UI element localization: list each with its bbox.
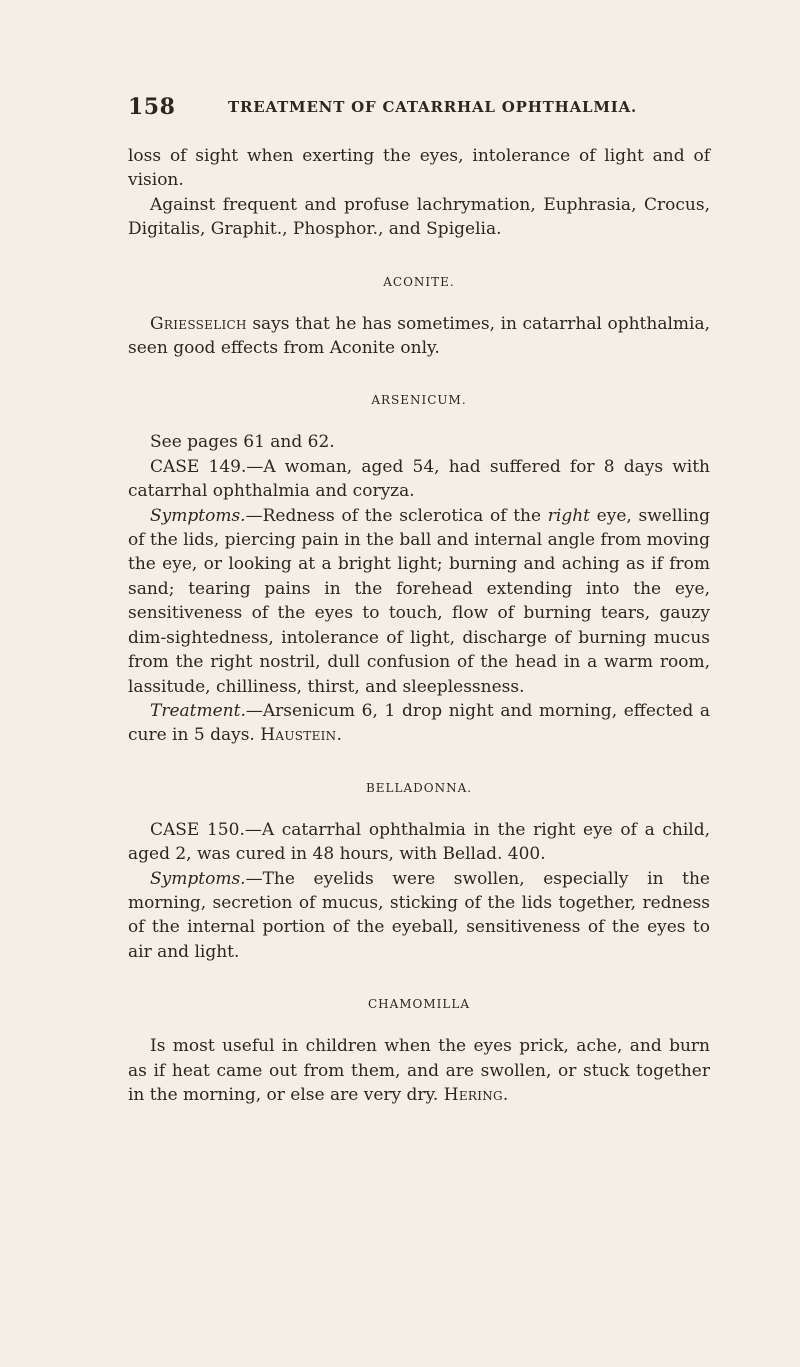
section-heading-belladonna: BELLADONNA. <box>365 780 473 795</box>
running-head <box>128 94 710 124</box>
paragraph-case-149: CASE 149.—A woman, aged 54, had suffered for 8 days with catarrhal ophthalmia and coryza. <box>128 456 710 502</box>
author-griesselich: Griesselich <box>150 313 247 334</box>
section-heading-chamomilla: CHAMOMILLA <box>367 997 471 1012</box>
paragraph-chamomilla <box>128 1034 710 1107</box>
paragraph-aconite <box>128 312 710 361</box>
section-heading-arsenicum: ARSENICUM. <box>371 393 467 408</box>
paragraph-case-150: CASE 150.—A catarrhal ophthalmia in the right eye of a child, aged 2, was cured in 48 hours, with Bellad. 400. <box>128 819 710 865</box>
aconite-text: says that he has sometimes, in catarrhal ophthalmia, seen good effects from Aconite only. <box>128 313 710 359</box>
treatment-text: —Arsenicum 6, 1 drop night and morning, effected a cure in 5 days. <box>128 700 710 746</box>
paragraph-symptoms-149 <box>128 504 710 699</box>
symptoms-text-150: —The eyelids were swollen, especially in the morning, secretion of mucus, sticking of the lids together, redness of the internal portion of the eyeball, sensitiveness of the eyes to air and light. <box>128 868 710 962</box>
symptoms-emphasis: right <box>547 505 590 526</box>
treatment-label: Treatment. <box>150 700 246 721</box>
page-body <box>128 144 710 1107</box>
paragraph-symptoms-150 <box>128 867 710 965</box>
running-title: TREATMENT OF CATARRHAL OPHTHALMIA. <box>228 98 638 116</box>
symptoms-label-150: Symptoms. <box>150 868 246 889</box>
paragraph-continuation: loss of sight when exerting the eyes, intolerance of light and of vision. <box>128 146 710 191</box>
paragraph-see-pages: See pages 61 and 62. <box>150 432 335 453</box>
page-number: 158 <box>128 94 176 120</box>
section-heading-aconite: ACONITE. <box>383 274 455 289</box>
paragraph-lachrymation: Against frequent and profuse lachrymation, Euphrasia, Crocus, Digitalis, Graphit., Phosphor., and Spigelia. <box>128 194 710 240</box>
chamomilla-text: Is most useful in children when the eyes prick, ache, and burn as if heat came out from them, and are swollen, or stuck together in the morning, or else are very dry. <box>128 1036 710 1105</box>
symptoms-text-b: eye, swelling of the lids, piercing pain in the ball and internal angle from moving the eye, or looking at a bright light; burning and aching as if from sand; tearing pains in the forehead extending into the eye, sensitiveness of the eyes to touch, flow of burning tears, gauzy dim-sightedness, intolerance of light, discharge of burning mucus from the right nostril, dull confusion of the head in a warm room, lassitude, chilliness, thirst, and sleeplessness. <box>128 505 710 697</box>
author-hering: Hering. <box>443 1084 509 1105</box>
symptoms-text-a: —Redness of the sclerotica of the <box>245 505 548 526</box>
author-haustein: Haustein. <box>260 725 343 746</box>
symptoms-label: Symptoms. <box>150 505 246 526</box>
paragraph-treatment-149 <box>128 699 710 748</box>
